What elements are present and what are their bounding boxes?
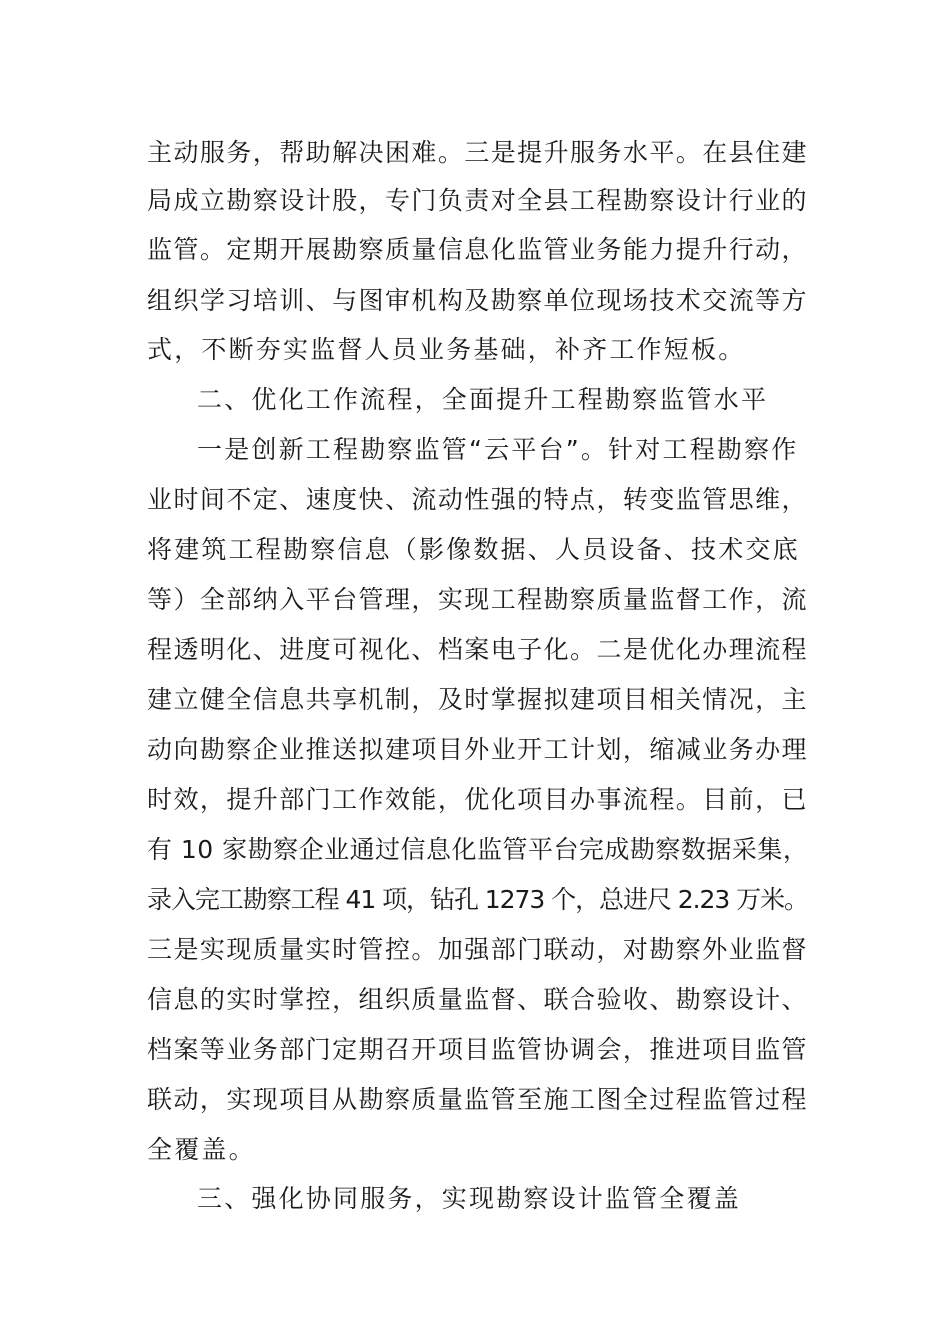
paragraph-heading-line: 一是创新工程勘察监管“云平台”。针对工程勘察作: [197, 435, 799, 464]
paragraph-heading-line: 三、强化协同服务，实现勘察设计监管全覆盖: [197, 1184, 742, 1213]
paragraph-line: 联动，实现项目从勘察质量监管至施工图全过程监管过程: [147, 1085, 809, 1114]
paragraph-line: 业时间不定、速度快、流动性强的特点，转变监管思维，: [147, 485, 809, 514]
paragraph-line: 档案等业务部门定期召开项目监管协调会，推进项目监管: [147, 1035, 809, 1064]
paragraph-line: 建立健全信息共享机制，及时掌握拟建项目相关情况，主: [147, 685, 809, 714]
paragraph-line: 等）全部纳入平台管理，实现工程勘察质量监督工作，流: [147, 585, 809, 614]
paragraph-line: 时效，提升部门工作效能，优化项目办事流程。目前，已: [147, 785, 809, 814]
paragraph-line: 动向勘察企业推送拟建项目外业开工计划，缩减业务办理: [147, 735, 809, 764]
paragraph-line: 三是实现质量实时管控。加强部门联动，对勘察外业监督: [147, 935, 809, 964]
paragraph-line: 式，不断夯实监督人员业务基础，补齐工作短板。: [147, 335, 746, 364]
paragraph-line: 主动服务，帮助解决困难。三是提升服务水平。在县住建: [147, 138, 809, 167]
paragraph-heading-line: 二、优化工作流程，全面提升工程勘察监管水平: [197, 385, 769, 414]
paragraph-line: 将建筑工程勘察信息（影像数据、人员设备、技术交底: [147, 535, 800, 564]
paragraph-line: 有 10 家勘察企业通过信息化监管平台完成勘察数据采集，: [147, 835, 809, 864]
paragraph-line: 全覆盖。: [147, 1135, 256, 1164]
paragraph-line: 组织学习培训、与图审机构及勘察单位现场技术交流等方: [147, 286, 809, 315]
paragraph-line: 监管。定期开展勘察质量信息化监管业务能力提升行动，: [147, 235, 809, 264]
paragraph-line: 信息的实时掌控，组织质量监督、联合验收、勘察设计、: [147, 985, 809, 1014]
paragraph-line: 局成立勘察设计股，专门负责对全县工程勘察设计行业的: [147, 186, 809, 215]
paragraph-line: 程透明化、进度可视化、档案电子化。二是优化办理流程: [147, 635, 809, 664]
paragraph-line: 录入完工勘察工程 41 项，钻孔 1273 个，总进尺 2.23 万米。: [147, 885, 808, 914]
